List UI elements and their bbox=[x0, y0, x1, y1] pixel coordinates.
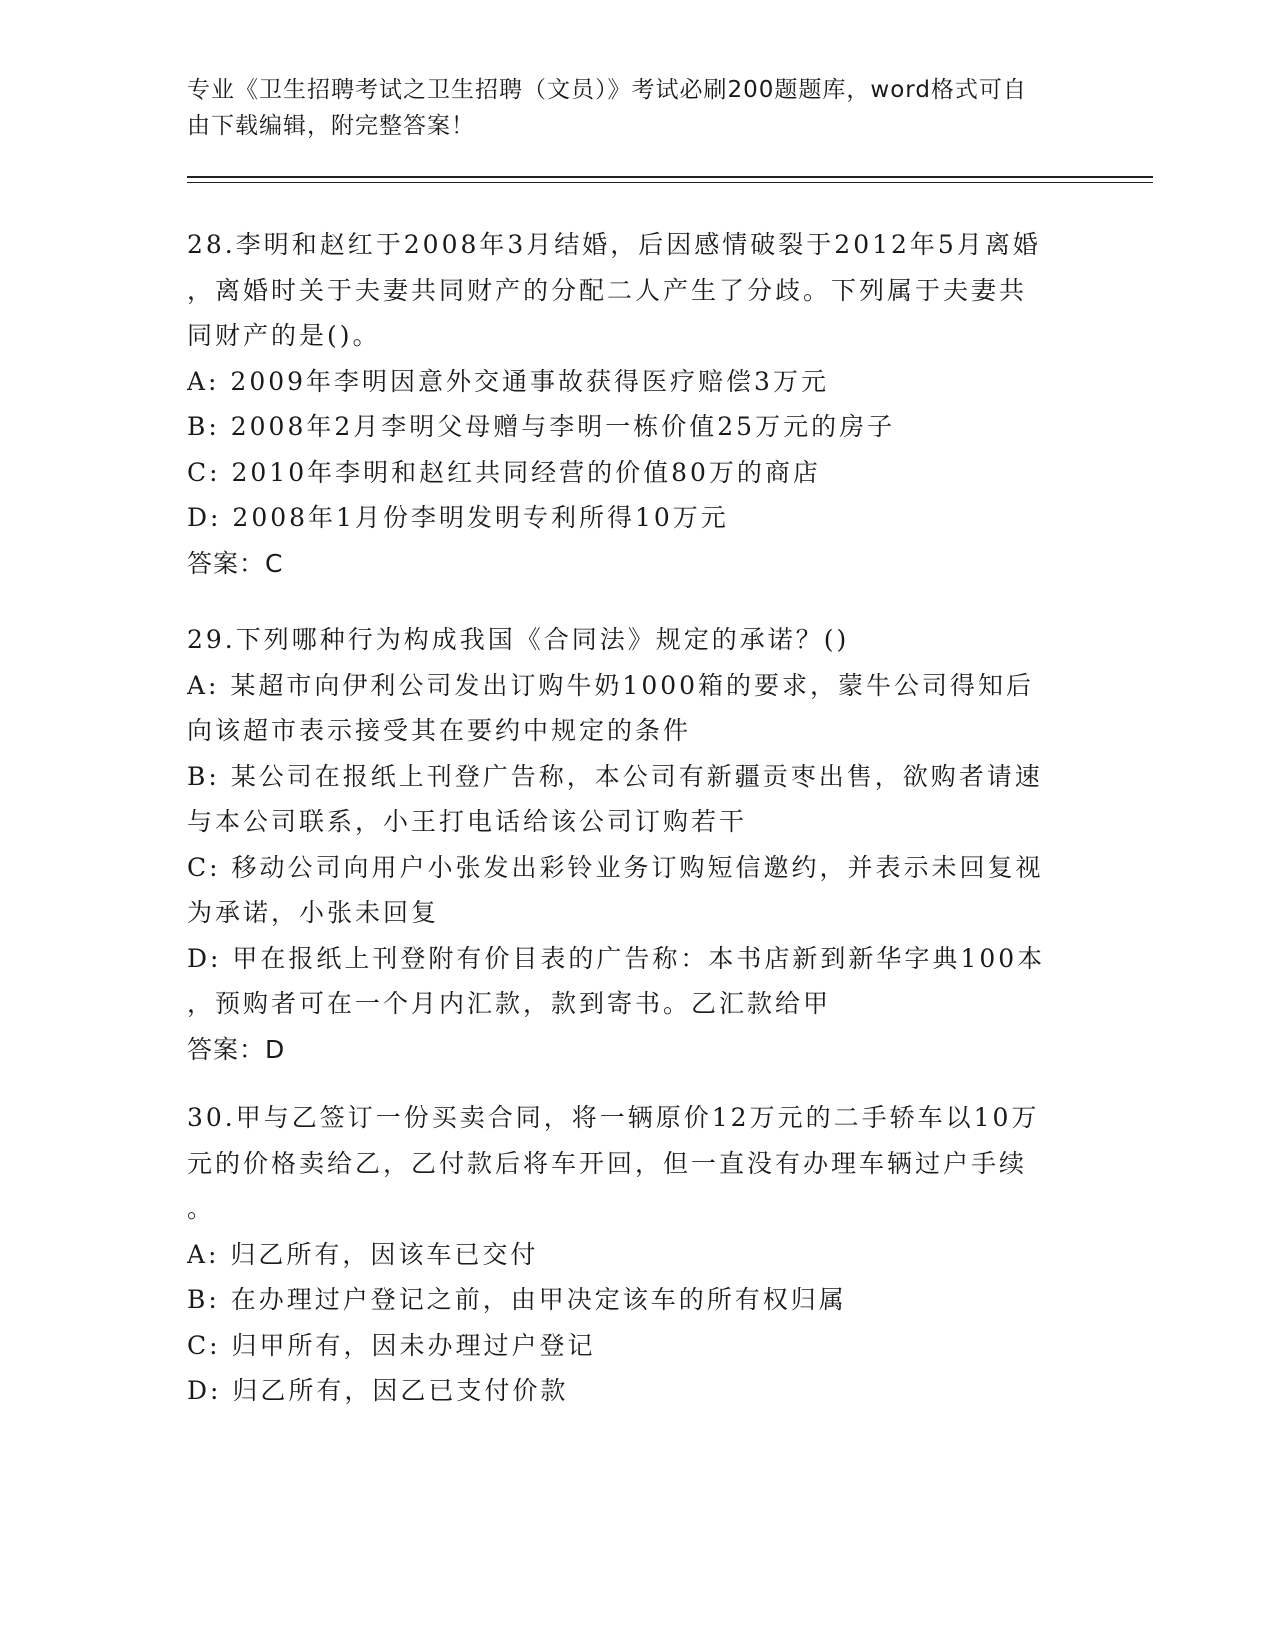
page-header bbox=[187, 72, 1087, 144]
question-30 bbox=[187, 1095, 1087, 1414]
question-28 bbox=[187, 222, 1087, 586]
option-d: D: 归乙所有，因乙已支付价款 bbox=[187, 1376, 569, 1405]
question-text-line: 同财产的是()。 bbox=[187, 321, 381, 350]
option-d-cont: ，预购者可在一个月内汇款，款到寄书。乙汇款给甲 bbox=[187, 989, 832, 1018]
option-c: C: 2010年李明和赵红共同经营的价值80万的商店 bbox=[187, 457, 821, 487]
option-c: C: 移动公司向用户小张发出彩铃业务订购短信邀约，并表示未回复视 bbox=[187, 852, 1044, 882]
header-rule-thick bbox=[187, 176, 1153, 178]
question-text-line: 30.甲与乙签订一份买卖合同，将一辆原价12万元的二手轿车以10万 bbox=[187, 1103, 1040, 1132]
header-rule-thin bbox=[187, 182, 1153, 183]
option-b-cont: 与本公司联系，小王打电话给该公司订购若干 bbox=[187, 807, 748, 836]
question-text-line: 29.下列哪种行为构成我国《合同法》规定的承诺？() bbox=[187, 625, 850, 654]
option-a-cont: 向该超市表示接受其在要约中规定的条件 bbox=[187, 716, 692, 745]
option-a: A: 归乙所有，因该车已交付 bbox=[187, 1239, 539, 1269]
option-b: B: 2008年2月李明父母赠与李明一栋价值25万元的房子 bbox=[187, 412, 896, 441]
header-line-2: 由下载编辑，附完整答案！ bbox=[187, 113, 475, 139]
option-c-cont: 为承诺，小张未回复 bbox=[187, 898, 440, 927]
answer-line: 答案：D bbox=[187, 1034, 286, 1064]
option-b: B: 在办理过户登记之前，由甲决定该车的所有权归属 bbox=[187, 1285, 847, 1314]
answer-line: 答案：C bbox=[187, 548, 284, 578]
option-c: C: 归甲所有，因未办理过户登记 bbox=[187, 1330, 596, 1360]
option-a: A: 2009年李明因意外交通事故获得医疗赔偿3万元 bbox=[187, 366, 829, 396]
option-d: D: 甲在报纸上刊登附有价目表的广告称：本书店新到新华字典100本 bbox=[187, 943, 1046, 973]
option-b: B: 某公司在报纸上刊登广告称，本公司有新疆贡枣出售，欲购者请速 bbox=[187, 761, 1043, 791]
option-a: A: 某超市向伊利公司发出订购牛奶1000箱的要求，蒙牛公司得知后 bbox=[187, 670, 1035, 700]
option-d: D: 2008年1月份李明发明专利所得10万元 bbox=[187, 503, 729, 532]
question-text-line: 元的价格卖给乙，乙付款后将车开回，但一直没有办理车辆过户手续 bbox=[187, 1148, 1028, 1178]
question-text-line: 。 bbox=[187, 1194, 216, 1223]
question-text-line: ，离婚时关于夫妻共同财产的分配二人产生了分歧。下列属于夫妻共 bbox=[187, 275, 1028, 305]
question-29 bbox=[187, 617, 1087, 1072]
question-text-line: 28.李明和赵红于2008年3月结婚，后因感情破裂于2012年5月离婚 bbox=[187, 230, 1041, 259]
header-line-1: 专业《卫生招聘考试之卫生招聘（文员）》考试必刷200题题库，word格式可自 bbox=[187, 77, 1027, 103]
